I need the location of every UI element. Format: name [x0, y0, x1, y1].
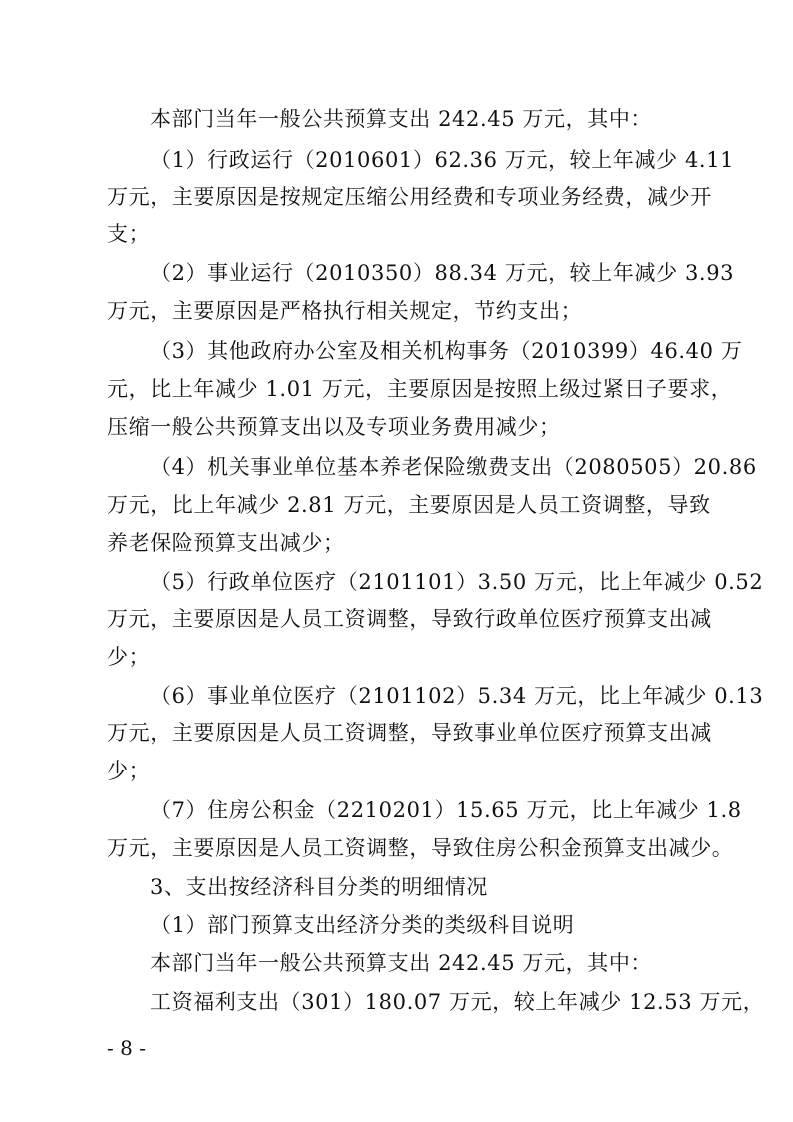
- paragraph-line: （7）住房公积金（2210201）15.65 万元，比上年减少 1.8: [150, 798, 742, 822]
- paragraph-line: 压缩一般公共预算支出以及专项业务费用减少；: [107, 415, 561, 439]
- paragraph-line: 万元，主要原因是按规定压缩公用经费和专项业务经费，减少开: [107, 185, 712, 209]
- paragraph-line: 少；: [107, 759, 151, 783]
- paragraph-line: （3）其他政府办公室及相关机构事务（2010399）46.40 万: [150, 339, 743, 363]
- paragraph-line: 工资福利支出（301）180.07 万元，较上年减少 12.53 万元，: [150, 990, 765, 1014]
- paragraph-line: （6）事业单位医疗（2101102）5.34 万元，比上年减少 0.13: [150, 684, 764, 708]
- paragraph-line: 本部门当年一般公共预算支出 242.45 万元，其中：: [150, 107, 653, 131]
- paragraph-line: 万元，主要原因是人员工资调整，导致事业单位医疗预算支出减: [107, 721, 712, 745]
- page-number: - 8 -: [107, 1036, 146, 1060]
- paragraph-line: 少；: [107, 645, 151, 669]
- subsection-heading: （1）部门预算支出经济分类的类级科目说明: [150, 913, 575, 937]
- paragraph-line: 元，比上年减少 1.01 万元，主要原因是按照上级过紧日子要求，: [107, 377, 733, 401]
- paragraph-line: 万元，主要原因是人员工资调整，导致住房公积金预算支出减少。: [107, 836, 734, 860]
- paragraph-line: 养老保险预算支出减少；: [107, 531, 345, 555]
- paragraph-line: （1）行政运行（2010601）62.36 万元，较上年减少 4.11: [150, 148, 735, 172]
- paragraph-line: （5）行政单位医疗（2101101）3.50 万元，比上年减少 0.52: [150, 570, 764, 594]
- paragraph-line: 本部门当年一般公共预算支出 242.45 万元，其中：: [150, 951, 653, 975]
- paragraph-line: （4）机关事业单位基本养老保险缴费支出（2080505）20.86: [150, 455, 757, 479]
- section-heading: 3、支出按经济科目分类的明细情况: [150, 875, 488, 899]
- paragraph-line: （2）事业运行（2010350）88.34 万元，较上年减少 3.93: [150, 261, 735, 285]
- paragraph-line: 万元，比上年减少 2.81 万元，主要原因是人员工资调整，导致: [107, 493, 711, 517]
- paragraph-line: 万元，主要原因是严格执行相关规定，节约支出；: [107, 299, 583, 323]
- paragraph-line: 万元，主要原因是人员工资调整，导致行政单位医疗预算支出减: [107, 607, 712, 631]
- paragraph-line: 支；: [107, 222, 151, 246]
